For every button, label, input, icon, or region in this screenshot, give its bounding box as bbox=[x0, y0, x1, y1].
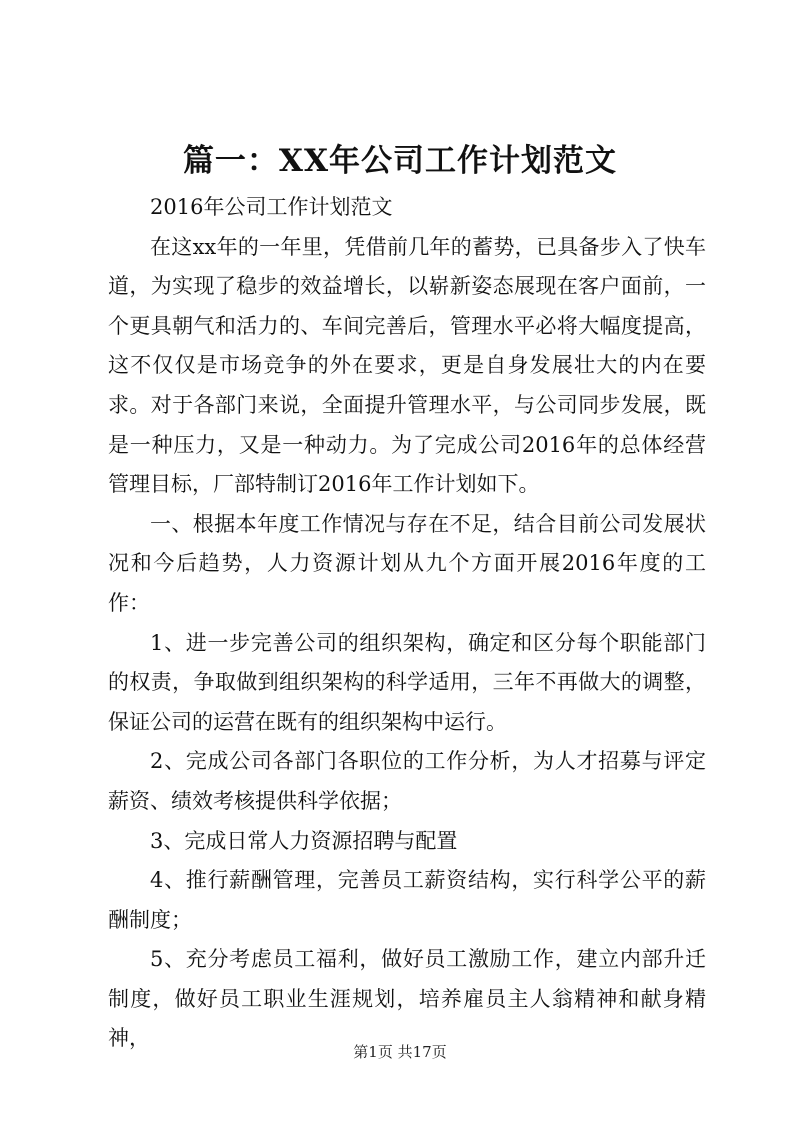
page-footer: 第1页 共17页 bbox=[353, 1043, 447, 1061]
paragraph-item-3: 3、完成日常人力资源招聘与配置 bbox=[150, 828, 458, 853]
document-title: 篇一：XX年公司工作计划范文 bbox=[182, 143, 618, 179]
paragraph-item-1: 1、进一步完善公司的组织架构，确定和区分每个职能部门的权责，争取做到组织架构的科学适用，三年不再做大的调整，保证公司的运营在既有的组织架构中运行。 bbox=[108, 630, 706, 734]
paragraph-intro: 在这xx年的一年里，凭借前几年的蓄势，已具备步入了快车道，为实现了稳步的效益增长，以崭新姿态展现在客户面前，一个更具朝气和活力的、车间完善后，管理水平必将大幅度提高，这不仅仅是市场竞争的外在要求，更是自身发展壮大的内在要求。对于各部门来说，全面提升管理水平，与公司同步发展，既是一种压力，又是一种动力。为了完成公司2016年的总体经营管理目标，厂部特制订2016年工作计划如下。 bbox=[108, 234, 706, 497]
document-body bbox=[108, 188, 706, 1059]
paragraph-item-5: 5、充分考虑员工福利，做好员工激励工作，建立内部升迁制度，做好员工职业生涯规划，培养雇员主人翁精神和献身精神， bbox=[108, 947, 706, 1051]
paragraph-item-2: 2、完成公司各部门各职位的工作分析，为人才招募与评定薪资、绩效考核提供科学依据； bbox=[108, 749, 706, 813]
paragraph-item-4: 4、推行薪酬管理，完善员工薪资结构，实行科学公平的薪酬制度； bbox=[108, 868, 706, 932]
document-subtitle: 2016年公司工作计划范文 bbox=[150, 195, 393, 219]
paragraph-section-one: 一、根据本年度工作情况与存在不足，结合目前公司发展状况和今后趋势，人力资源计划从九个方面开展2016年度的工作： bbox=[108, 511, 706, 615]
